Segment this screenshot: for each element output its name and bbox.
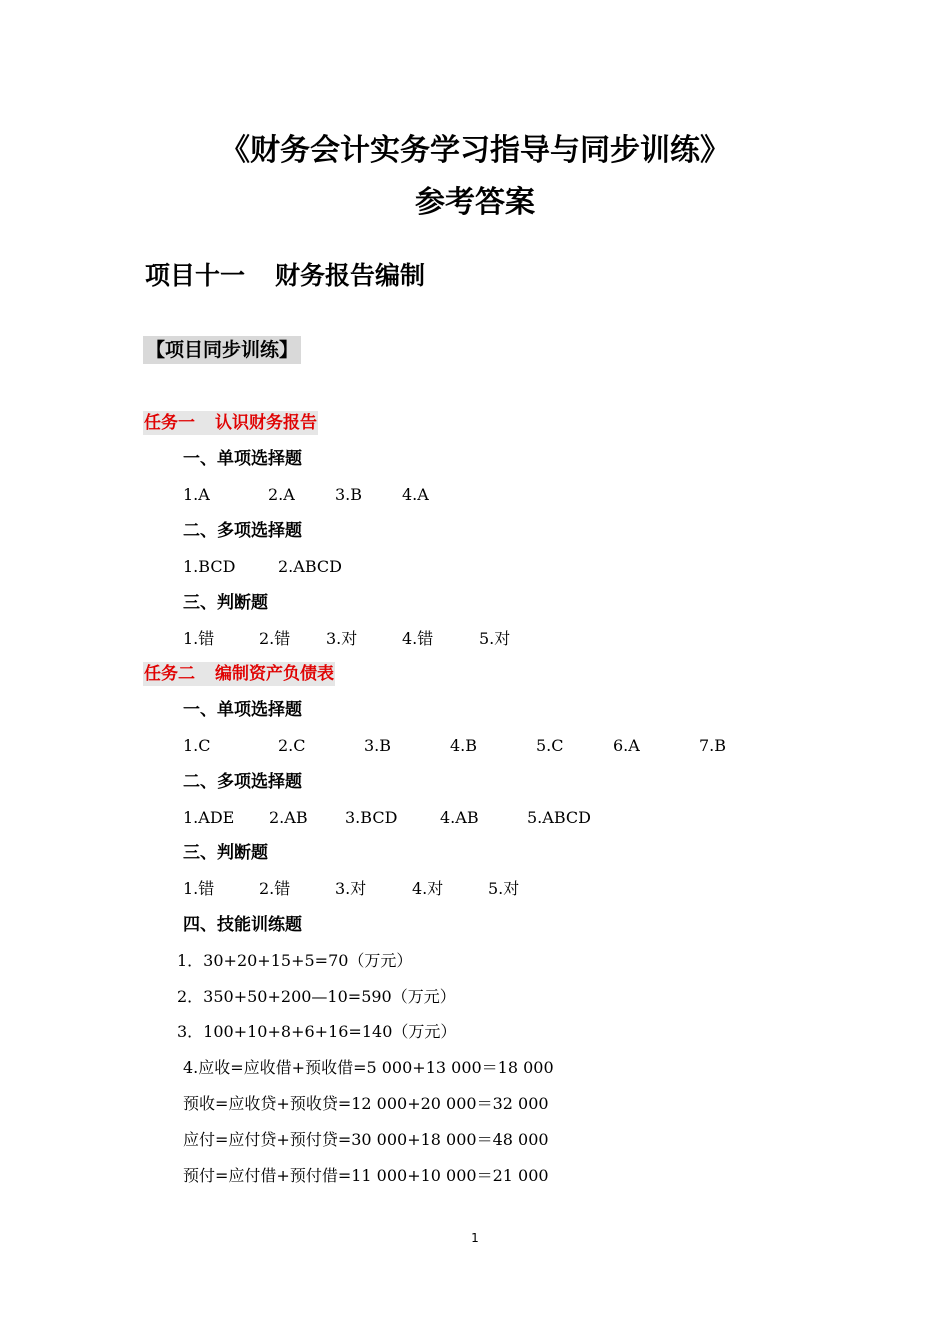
answer-item: 1.A — [183, 485, 210, 504]
answer-item: 2.ABCD — [278, 557, 342, 576]
answer-item: 5.对 — [488, 879, 520, 898]
answer-item: 2.AB — [269, 808, 308, 827]
section-label: 【项目同步训练】 — [143, 336, 301, 364]
answer-item: 4.A — [402, 485, 429, 504]
project-number: 项目十一 — [145, 261, 246, 290]
answer-item: 6.A — [613, 736, 640, 755]
answer-item: 5.ABCD — [527, 808, 591, 827]
skill-answer-line: 预收=应收贷+预收贷=12 000+20 000＝32 000 — [183, 1094, 549, 1113]
task-1-single-choice-title: 一、单项选择题 — [183, 449, 302, 469]
skill-answer-line: 3．100+10+8+6+16=140（万元） — [177, 1022, 457, 1041]
task-1-judgment-answers — [0, 627, 950, 651]
answer-item: 3.对 — [326, 629, 358, 648]
page-number: 1 — [471, 1231, 479, 1245]
skill-answer-line: 4.应收=应收借+预收借=5 000+13 000＝18 000 — [183, 1058, 554, 1077]
answer-item: 5.C — [536, 736, 564, 755]
task-2-single-choice-answers — [0, 734, 950, 758]
answer-item: 1.C — [183, 736, 211, 755]
task-2-judgment-answers — [0, 877, 950, 901]
task-1-multi-choice-title: 二、多项选择题 — [183, 521, 302, 541]
skill-answer-line: 预付=应付借+预付借=11 000+10 000＝21 000 — [183, 1166, 549, 1185]
answer-item: 1.BCD — [183, 557, 236, 576]
answer-item: 3.对 — [335, 879, 367, 898]
skill-answer-line: 应付=应付贷+预付贷=30 000+18 000＝48 000 — [183, 1130, 549, 1149]
answer-item: 5.对 — [479, 629, 511, 648]
skill-answer-line: 2．350+50+200—10=590（万元） — [177, 987, 456, 1006]
task-2-judgment-title: 三、判断题 — [183, 843, 268, 863]
answer-item: 2.错 — [259, 879, 291, 898]
answer-item: 4.对 — [412, 879, 444, 898]
task-2-skill-title: 四、技能训练题 — [183, 915, 302, 935]
project-name: 财务报告编制 — [275, 261, 426, 290]
answer-item: 3.B — [364, 736, 392, 755]
answer-item: 4.B — [450, 736, 478, 755]
answer-item: 2.错 — [259, 629, 291, 648]
answer-item: 2.A — [268, 485, 295, 504]
task-2-heading — [143, 662, 335, 686]
answer-item: 3.BCD — [345, 808, 398, 827]
answer-item: 2.C — [278, 736, 306, 755]
task-2-name: 编制资产负债表 — [215, 664, 334, 684]
answer-item: 4.错 — [402, 629, 434, 648]
answer-item: 1.错 — [183, 879, 215, 898]
answer-item: 4.AB — [440, 808, 479, 827]
answer-item: 7.B — [699, 736, 727, 755]
answer-item: 3.B — [335, 485, 363, 504]
document-title: 《财务会计实务学习指导与同步训练》 — [220, 133, 730, 168]
answer-item: 1.ADE — [183, 808, 235, 827]
task-2-number: 任务二 — [144, 664, 195, 684]
task-1-judgment-title: 三、判断题 — [183, 593, 268, 613]
task-1-heading — [143, 411, 318, 435]
task-2-multi-choice-title: 二、多项选择题 — [183, 772, 302, 792]
task-1-name: 认识财务报告 — [215, 413, 317, 433]
answer-item: 1.错 — [183, 629, 215, 648]
task-2-single-choice-title: 一、单项选择题 — [183, 700, 302, 720]
task-1-number: 任务一 — [144, 413, 195, 433]
skill-answer-line: 1．30+20+15+5=70（万元） — [177, 951, 413, 970]
task-1-single-choice-answers — [0, 483, 950, 507]
task-2-multi-choice-answers — [0, 806, 950, 830]
task-1-multi-choice-answers — [0, 555, 950, 579]
project-heading — [145, 256, 425, 296]
document-subtitle: 参考答案 — [415, 185, 535, 220]
